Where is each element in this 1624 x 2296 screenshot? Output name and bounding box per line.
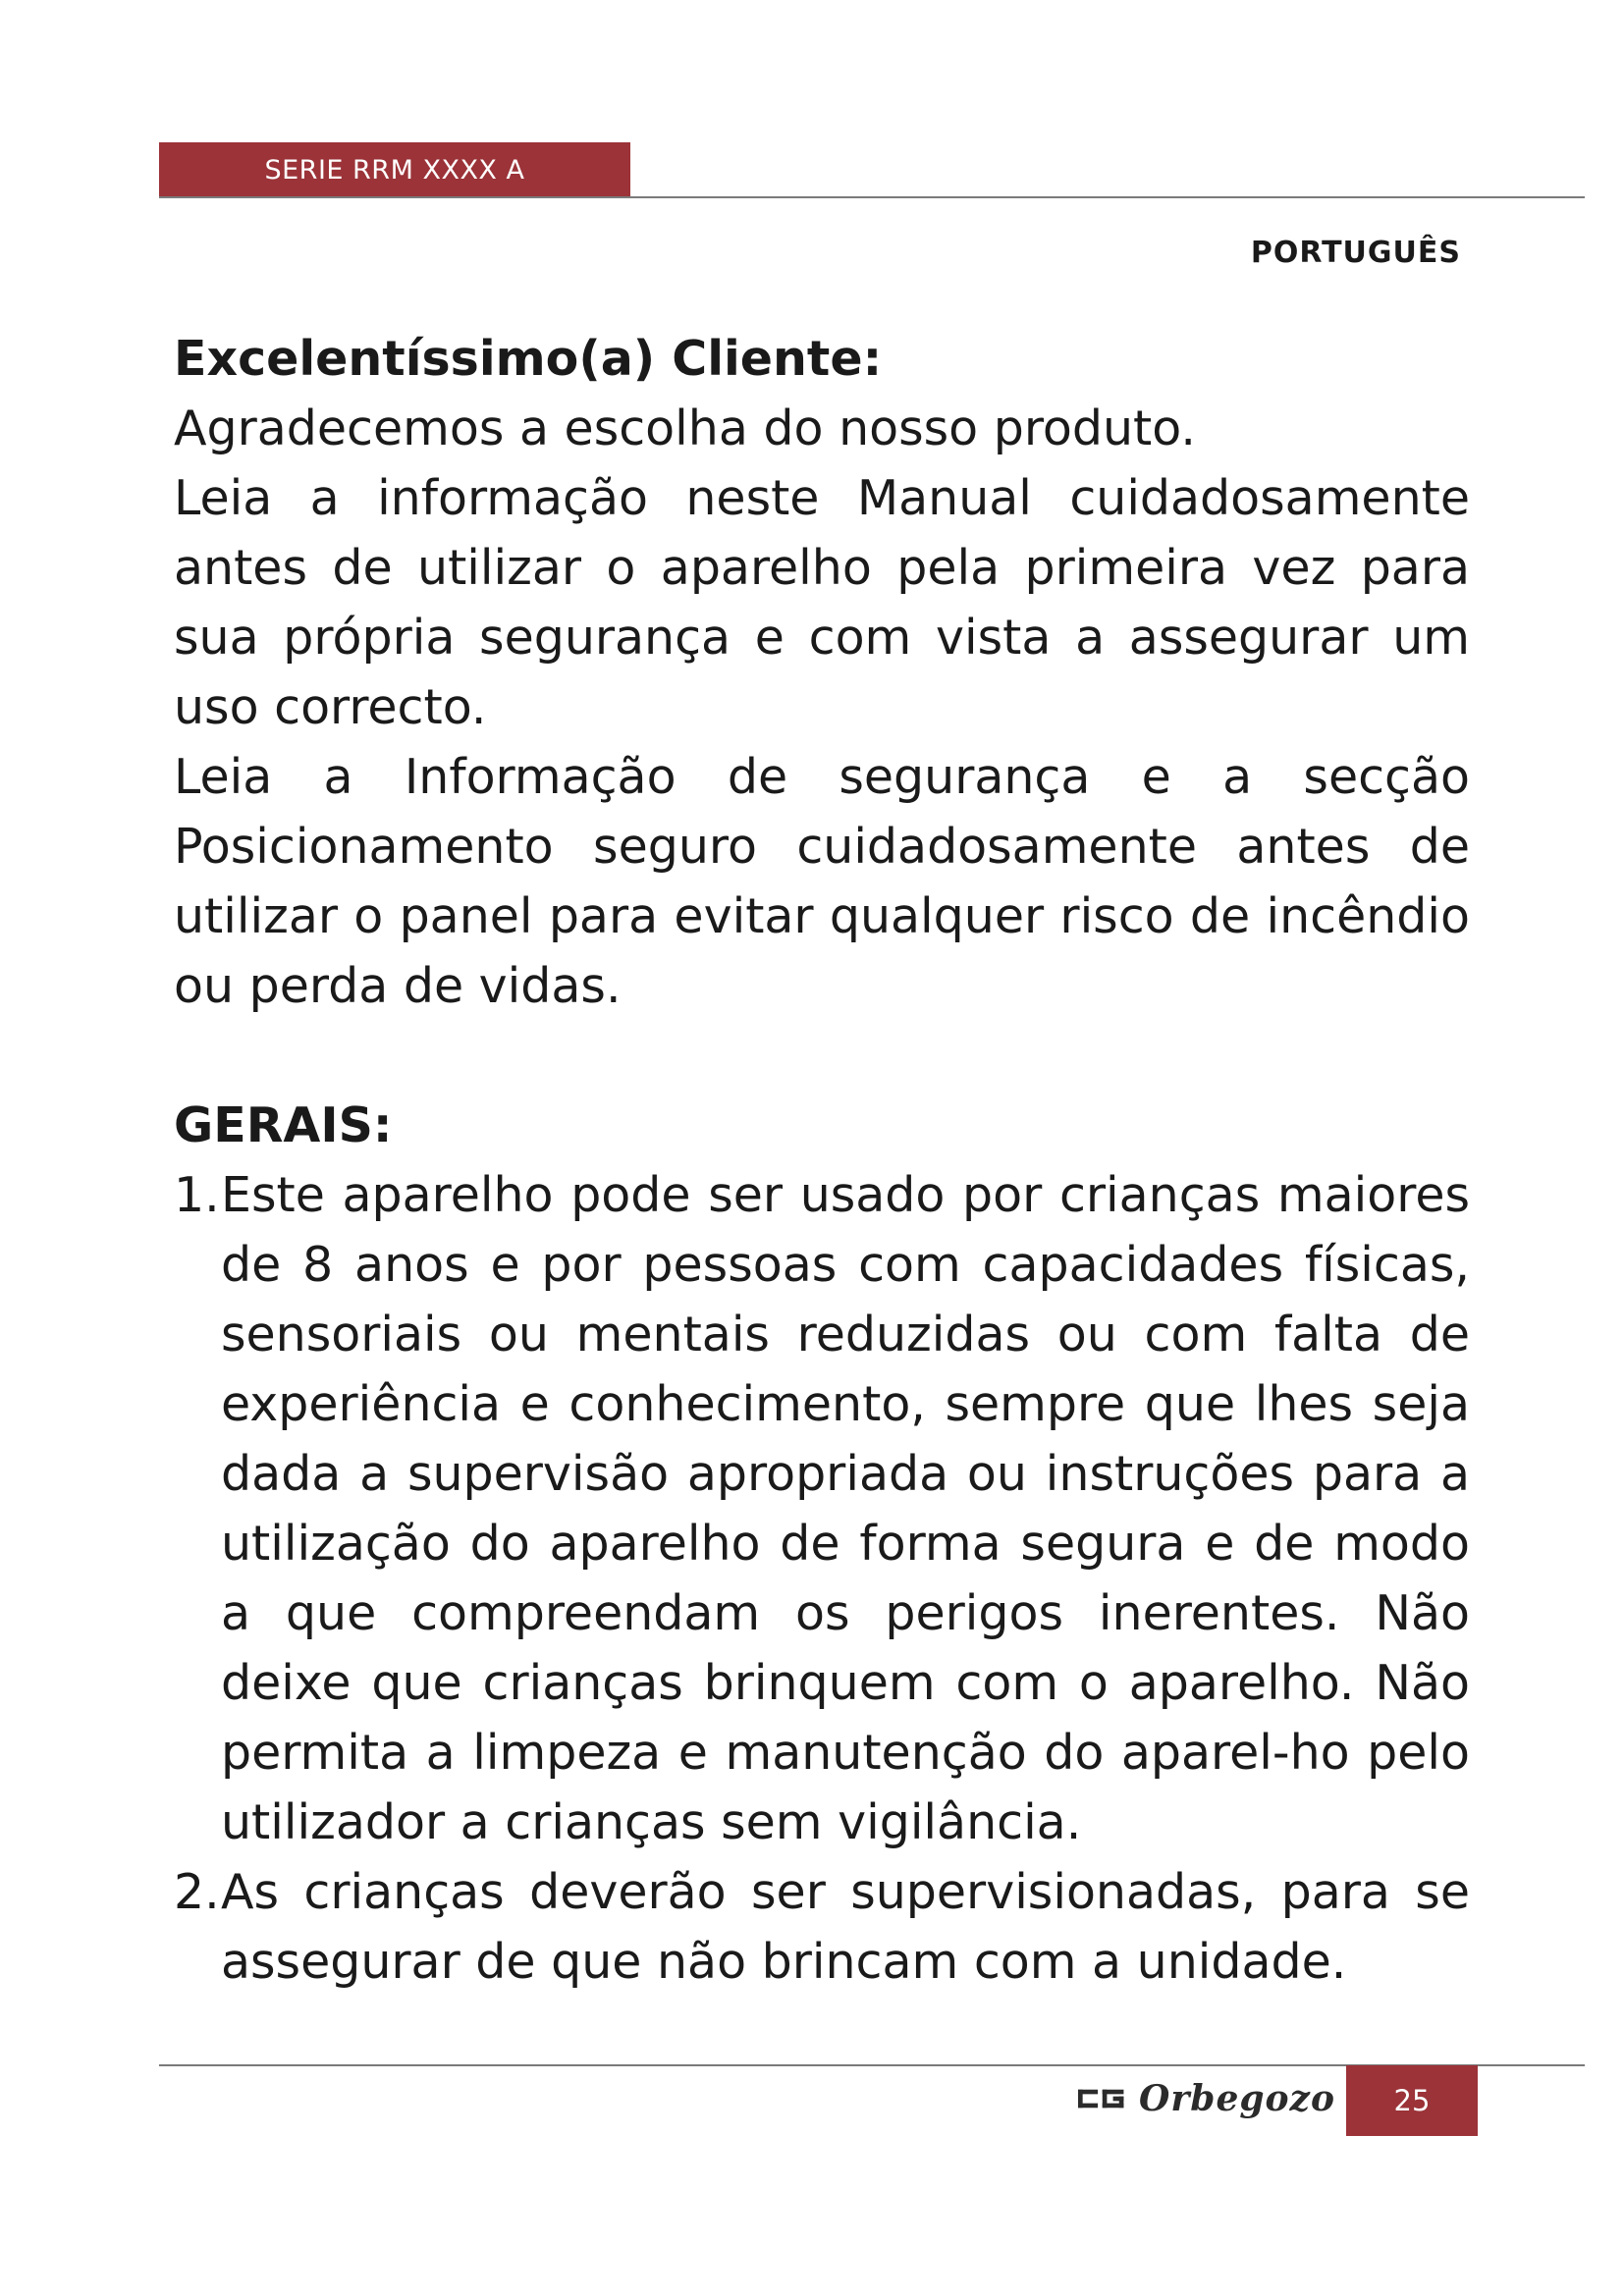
intro-paragraph-1: Agradecemos a escolha do nosso produto. [174, 400, 1196, 456]
page-number-box [1346, 2065, 1478, 2136]
general-rules-list [174, 1160, 1470, 1997]
header-divider [159, 196, 1585, 198]
list-item [174, 1857, 1470, 1997]
greeting-heading: Excelentíssimo(a) Cliente: [174, 331, 883, 387]
brand-logo [1078, 2071, 1335, 2126]
list-item-number: 2. [174, 1864, 220, 1920]
list-item-number: 1. [174, 1167, 220, 1223]
page-number: 25 [1393, 2084, 1431, 2117]
series-label: SERIE RRM XXXX A [264, 154, 525, 186]
orbegozo-logo-icon [1078, 2083, 1125, 2114]
language-label: PORTUGUÊS [1250, 236, 1461, 270]
brand-name: Orbegozo [1138, 2078, 1335, 2119]
list-item [174, 1160, 1470, 1857]
intro-paragraph-2: Leia a informação neste Manual cuidadosamente antes de utilizar o aparelho pela primeira vez para sua própria segurança e com vista a assegurar um uso correcto. [174, 470, 1470, 735]
page-content [174, 324, 1470, 1997]
list-item-text: As crianças deverão ser supervisionadas, para se assegurar de que não brincam com a unidade. [221, 1864, 1470, 1990]
intro-paragraph-3: Leia a Informação de segurança e a secção Posicionamento seguro cuidadosamente antes de utilizar o panel para evitar qualquer risco de incêndio ou perda de vidas. [174, 749, 1470, 1014]
general-heading: GERAIS: [174, 1097, 393, 1153]
section-spacer [174, 1021, 1470, 1091]
list-item-text: Este aparelho pode ser usado por crianças maiores de 8 anos e por pessoas com capacidades físicas, sensoriais ou mentais reduzidas ou com falta de experiência e conhecimento, sempre que lhes seja dada a supervisão apropriada ou instruções para a utilização do aparelho de forma segura e de modo a que compreendam os perigos inerentes. Não deixe que crianças brinquem com o aparelho. Não permita a limpeza e manutenção do aparel-ho pelo utilizador a crianças sem vigilância. [221, 1167, 1470, 1850]
series-header [159, 142, 630, 197]
